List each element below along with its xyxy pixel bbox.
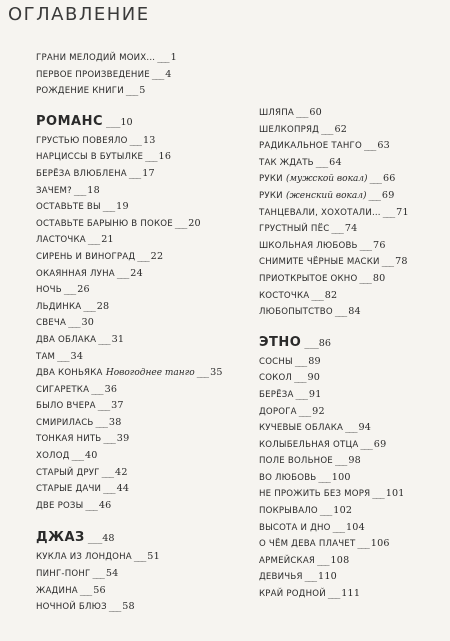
toc-entry — [36, 549, 236, 566]
entry-title: АРМЕЙСКАЯ — [259, 555, 316, 566]
entry-page-number: 62 — [334, 123, 348, 135]
section-page-number: 86 — [318, 337, 332, 349]
toc-entry — [259, 370, 444, 387]
entry-page-number: 66 — [382, 173, 396, 185]
toc-entry — [36, 332, 236, 349]
entry-leader: ___ — [319, 505, 332, 517]
entry-page-number: 98 — [348, 455, 361, 467]
entry-leader: ___ — [108, 601, 121, 613]
entry-page-number: 63 — [377, 140, 390, 152]
entry-leader: ___ — [157, 52, 169, 63]
section-heading — [36, 110, 236, 133]
toc-entry — [259, 503, 444, 520]
entry-leader: ___ — [298, 405, 311, 417]
entry-page-number: 24 — [130, 267, 143, 279]
entry-page-number: 26 — [77, 284, 90, 296]
entry-page-number: 78 — [395, 256, 408, 268]
entry-leader: ___ — [368, 189, 380, 201]
entry-title: СОКОЛ — [259, 373, 293, 384]
entry-page-number: 69 — [373, 438, 387, 450]
entry-page-number: 22 — [150, 250, 164, 262]
section-page-number: 48 — [102, 533, 115, 545]
section-heading — [259, 331, 444, 354]
entry-page-number: 4 — [165, 68, 172, 80]
toc-entry — [259, 486, 444, 503]
toc-entry — [259, 138, 444, 155]
toc-entry — [259, 205, 444, 222]
entry-leader: ___ — [327, 588, 340, 600]
entry-page-number: 51 — [147, 551, 160, 563]
section-leader: ___ — [84, 533, 103, 545]
entry-leader: ___ — [294, 355, 307, 367]
toc-entry — [259, 520, 444, 537]
entry-leader: ___ — [381, 256, 394, 268]
entry-title: СНИМИТЕ ЧЁРНЫЕ МАСКИ — [259, 257, 380, 268]
entry-page-number: 28 — [96, 300, 110, 312]
toc-entry — [36, 183, 236, 200]
toc-entry — [259, 553, 444, 570]
entry-leader: ___ — [125, 85, 138, 97]
toc-entry — [36, 382, 236, 399]
entry-leader: ___ — [92, 568, 104, 580]
entry-title: ХОЛОД — [36, 451, 70, 462]
entry-title: БЫЛО ВЧЕРА — [36, 401, 96, 412]
entry-title: ПОКРЫВАЛО — [259, 506, 318, 517]
entry-leader: ___ — [133, 551, 146, 563]
entry-leader: ___ — [79, 584, 92, 596]
entry-page-number: 5 — [139, 85, 146, 97]
entry-leader: ___ — [357, 538, 369, 550]
entry-page-number: 108 — [330, 554, 350, 566]
toc-entry — [36, 83, 236, 100]
entry-title: ТОНКАЯ НИТЬ — [36, 434, 102, 445]
entry-leader: ___ — [363, 140, 376, 152]
toc-entry — [36, 465, 236, 482]
entry-page-number: 36 — [104, 383, 118, 395]
entry-title: О ЧЁМ ДЕВА ПЛАЧЕТ — [259, 539, 356, 550]
entry-page-number: 76 — [373, 239, 386, 251]
entry-leader: ___ — [145, 151, 157, 163]
entry-title: КОЛЫБЕЛЬНАЯ ОТЦА — [259, 439, 359, 450]
toc-entry — [259, 470, 444, 487]
toc-entry — [259, 586, 444, 603]
toc-entry — [36, 133, 236, 150]
toc-entry — [259, 304, 444, 321]
toc-entry — [259, 288, 444, 305]
toc-right-column — [259, 105, 444, 603]
entry-title: СОСНЫ — [259, 356, 293, 367]
entry-page-number: 71 — [396, 206, 409, 218]
entry-title: ГРУСТНЫЙ ПЁС — [259, 224, 330, 235]
entry-title: ГРУСТЬЮ ПОВЕЯЛО — [36, 135, 128, 146]
entry-title: ЗАЧЕМ? — [36, 185, 72, 196]
toc-entry — [259, 221, 444, 238]
entry-title: ДВА ОБЛАКА — [36, 334, 97, 345]
entry-title: ТАМ — [36, 351, 56, 362]
toc-entry — [36, 166, 236, 183]
entry-leader: ___ — [360, 438, 372, 450]
entry-leader: ___ — [85, 499, 97, 511]
entry-page-number: 89 — [308, 355, 321, 367]
toc-entry — [36, 232, 236, 249]
toc-entry — [36, 299, 236, 316]
entry-leader: ___ — [311, 289, 323, 301]
entry-title: НЕ ПРОЖИТЬ БЕЗ МОРЯ — [259, 489, 371, 500]
entry-title: СТАРЫЕ ДАЧИ — [36, 484, 102, 495]
entry-title: НОЧНОЙ БЛЮЗ — [36, 602, 107, 613]
toc-entry — [259, 354, 444, 371]
entry-title: БЕРЁЗА ВЛЮБЛЕНА — [36, 168, 127, 179]
entry-leader: ___ — [68, 317, 80, 329]
entry-page-number: 34 — [70, 350, 84, 362]
entry-page-number: 39 — [116, 433, 130, 445]
entry-page-number: 106 — [370, 538, 390, 550]
toc-entry — [36, 249, 236, 266]
entry-title: НОЧЬ — [36, 285, 62, 296]
entry-leader: ___ — [382, 206, 395, 218]
entry-leader: ___ — [128, 167, 141, 179]
entry-page-number: 54 — [105, 568, 119, 580]
toc-entry — [259, 404, 444, 421]
entry-page-number: 37 — [111, 400, 124, 412]
entry-leader: ___ — [103, 433, 115, 445]
toc-entry — [259, 122, 444, 139]
toc-entry — [259, 569, 444, 586]
entry-leader: ___ — [57, 350, 69, 362]
toc-entry — [259, 420, 444, 437]
entry-leader: ___ — [129, 134, 141, 146]
entry-leader: ___ — [137, 250, 149, 262]
toc-entry — [36, 266, 236, 283]
toc-entry — [259, 453, 444, 470]
toc-entry — [259, 536, 444, 553]
entry-leader: ___ — [91, 383, 103, 395]
entry-page-number: 102 — [333, 505, 353, 517]
page-title: ОГЛАВЛЕНИЕ — [8, 4, 150, 25]
entry-leader: ___ — [102, 201, 115, 213]
entry-page-number: 58 — [122, 601, 135, 613]
entry-note: Новогоднее танго — [105, 368, 195, 379]
entry-page-number: 104 — [346, 521, 365, 533]
entry-title: ВЫСОТА И ДНО — [259, 522, 331, 533]
entry-leader: ___ — [71, 450, 83, 462]
entry-leader: ___ — [103, 483, 115, 495]
entry-leader: ___ — [63, 284, 76, 296]
toc-entry — [36, 315, 236, 332]
toc-entry — [36, 583, 236, 600]
entry-page-number: 100 — [331, 471, 351, 483]
entry-leader: ___ — [295, 388, 307, 400]
entry-page-number: 110 — [318, 571, 337, 583]
entry-title: ПРИОТКРЫТОЕ ОКНО — [259, 273, 358, 284]
toc-entry — [36, 481, 236, 498]
entry-title: ДВЕ РОЗЫ — [36, 500, 84, 511]
toc-entry — [36, 599, 236, 616]
entry-leader: ___ — [331, 223, 343, 235]
toc-left-column — [36, 50, 236, 616]
entry-page-number: 44 — [116, 483, 130, 495]
entry-title: ЛЬДИНКА — [36, 301, 82, 312]
toc-entry — [36, 415, 236, 432]
toc-entry — [36, 365, 236, 382]
entry-leader: ___ — [332, 521, 344, 533]
entry-title: ВО ЛЮБОВЬ — [259, 472, 317, 483]
entry-page-number: 13 — [142, 134, 156, 146]
entry-page-number: 16 — [158, 151, 172, 163]
entry-title: ДВА КОНЬЯКА — [36, 368, 103, 379]
entry-title: ЛЮБОПЫТСТВО — [259, 307, 333, 318]
entry-title: ОКАЯННАЯ ЛУНА — [36, 268, 115, 279]
entry-leader: ___ — [359, 272, 371, 284]
entry-leader: ___ — [369, 173, 381, 185]
entry-leader: ___ — [317, 554, 329, 566]
entry-page-number: 74 — [344, 223, 358, 235]
entry-title: СИГАРЕТКА — [36, 384, 90, 395]
entry-page-number: 94 — [358, 422, 372, 434]
entry-title: ЛАСТОЧКА — [36, 235, 86, 246]
entry-leader: ___ — [318, 471, 330, 483]
entry-title: ГРАНИ МЕЛОДИЙ МОИХ... — [36, 53, 156, 63]
entry-page-number: 17 — [142, 167, 155, 179]
entry-title: ОСТАВЬТЕ ВЫ — [36, 202, 101, 213]
entry-leader: ___ — [116, 267, 129, 279]
toc-entry — [36, 216, 236, 233]
toc-entry — [36, 566, 236, 583]
entry-title: ОСТАВЬТЕ БАРЫНЮ В ПОКОЕ — [36, 218, 173, 229]
entry-page-number: 19 — [116, 201, 129, 213]
entry-leader: ___ — [334, 306, 347, 318]
entry-title: ПЕРВОЕ ПРОИЗВЕДЕНИЕ — [36, 69, 150, 80]
entry-leader: ___ — [321, 123, 333, 135]
entry-leader: ___ — [304, 571, 317, 583]
entry-leader: ___ — [359, 239, 372, 251]
toc-entry — [36, 50, 236, 67]
entry-title: ТАК ЖДАТЬ — [259, 157, 314, 168]
toc-entry — [259, 254, 444, 271]
toc-entry — [36, 498, 236, 515]
entry-page-number: 40 — [84, 450, 98, 462]
toc-entry — [259, 387, 444, 404]
entry-leader: ___ — [97, 400, 110, 412]
entry-page-number: 30 — [81, 317, 95, 329]
toc-entry — [36, 431, 236, 448]
entry-title: ШЛЯПА — [259, 108, 294, 118]
entry-page-number: 42 — [115, 466, 128, 478]
entry-leader: ___ — [83, 300, 95, 312]
entry-title: РОЖДЕНИЕ КНИГИ — [36, 86, 124, 97]
entry-title: ТАНЦЕВАЛИ, ХОХОТАЛИ... — [259, 207, 381, 218]
entry-leader: ___ — [174, 217, 187, 229]
entry-title: ПИНГ-ПОНГ — [36, 569, 91, 580]
toc-entry — [36, 282, 236, 299]
entry-page-number: 56 — [93, 584, 106, 596]
entry-page-number: 31 — [111, 333, 125, 345]
entry-leader: ___ — [294, 372, 306, 384]
entry-note: (мужской вокал) — [286, 174, 368, 185]
toc-entry — [259, 238, 444, 255]
entry-leader: ___ — [151, 68, 164, 80]
entry-leader: ___ — [98, 333, 110, 345]
section-leader: ___ — [301, 337, 319, 349]
entry-page-number: 35 — [210, 367, 223, 379]
entry-page-number: 1 — [170, 52, 177, 63]
entry-leader: ___ — [315, 156, 328, 168]
toc-entry — [259, 155, 444, 172]
entry-page-number: 80 — [372, 272, 386, 284]
entry-page-number: 64 — [329, 156, 342, 168]
entry-leader: ___ — [73, 184, 86, 196]
section-name: ДЖАЗ — [36, 530, 85, 546]
toc-entry — [36, 199, 236, 216]
toc-entry — [36, 448, 236, 465]
entry-leader: ___ — [345, 422, 357, 434]
entry-page-number: 84 — [348, 306, 361, 318]
entry-title: КОСТОЧКА — [259, 290, 310, 301]
section-name: РОМАНС — [36, 113, 103, 129]
entry-title: НАРЦИССЫ В БУТЫЛКЕ — [36, 152, 144, 163]
toc-entry — [259, 437, 444, 454]
entry-title: КРАЙ РОДНОЙ — [259, 589, 326, 600]
entry-leader: ___ — [295, 107, 308, 118]
entry-page-number: 90 — [307, 372, 321, 384]
entry-page-number: 46 — [98, 499, 112, 511]
entry-page-number: 69 — [381, 189, 395, 201]
entry-leader: ___ — [101, 466, 114, 478]
entry-title: КУЧЕВЫЕ ОБЛАКА — [259, 423, 344, 434]
entry-page-number: 60 — [309, 107, 322, 118]
entry-page-number: 111 — [341, 588, 361, 600]
entry-title: СИРЕНЬ И ВИНОГРАД — [36, 251, 136, 262]
toc-entry — [259, 171, 444, 188]
entry-title: ЖАДИНА — [36, 585, 78, 596]
toc-entry — [259, 105, 444, 122]
toc-entry — [36, 67, 236, 84]
toc-entry — [36, 398, 236, 415]
entry-page-number: 38 — [108, 416, 122, 428]
toc-entry — [36, 149, 236, 166]
entry-title: СМИРИЛАСЬ — [36, 417, 94, 428]
toc-entry — [36, 349, 236, 366]
entry-page-number: 21 — [101, 234, 114, 246]
entry-title: РУКИ — [259, 174, 283, 185]
entry-title: ШЕЛКОПРЯД — [259, 124, 320, 135]
entry-page-number: 82 — [324, 289, 338, 301]
section-leader: ___ — [103, 116, 121, 128]
entry-title: ПОЛЕ ВОЛЬНОЕ — [259, 456, 333, 467]
entry-page-number: 18 — [87, 184, 100, 196]
entry-title: СТАРЫЙ ДРУГ — [36, 467, 100, 478]
entry-page-number: 92 — [312, 405, 325, 417]
entry-page-number: 91 — [308, 388, 322, 400]
section-name: ЭТНО — [259, 334, 302, 350]
entry-leader: ___ — [95, 416, 107, 428]
entry-page-number: 101 — [385, 488, 405, 500]
entry-leader: ___ — [334, 455, 347, 467]
entry-title: КУКЛА ИЗ ЛОНДОНА — [36, 552, 132, 563]
entry-page-number: 20 — [188, 217, 201, 229]
entry-title: РАДИКАЛЬНОЕ ТАНГО — [259, 141, 362, 152]
section-heading — [36, 526, 236, 549]
entry-title: ДЕВИЧЬЯ — [259, 572, 303, 583]
toc-entry — [259, 271, 444, 288]
entry-leader: ___ — [372, 488, 384, 500]
entry-title: ДОРОГА — [259, 406, 297, 417]
entry-title: СВЕЧА — [36, 318, 67, 329]
entry-title: БЕРЁЗА — [259, 389, 294, 400]
entry-leader: ___ — [87, 234, 100, 246]
entry-title: ШКОЛЬНАЯ ЛЮБОВЬ — [259, 240, 358, 251]
section-page-number: 10 — [120, 116, 133, 128]
entry-title: РУКИ — [259, 190, 283, 201]
entry-leader: ___ — [196, 367, 209, 379]
entry-note: (женский вокал) — [286, 190, 367, 201]
toc-entry — [259, 188, 444, 205]
